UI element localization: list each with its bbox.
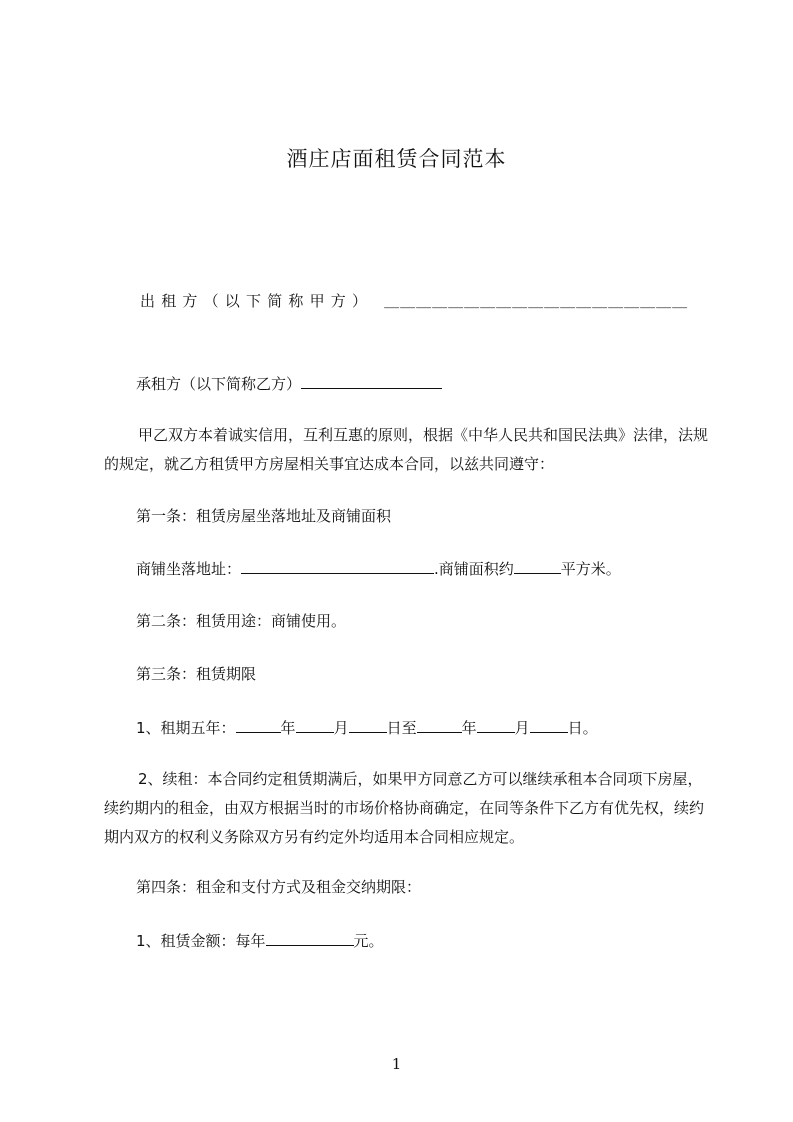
lessor-line — [140, 291, 688, 311]
area-label: .商铺面积约 — [434, 560, 514, 578]
start-month-blank — [296, 717, 334, 733]
area-blank — [514, 558, 561, 574]
article3-heading: 第三条：租赁期限 — [136, 665, 257, 683]
end-label: 日。 — [567, 719, 598, 737]
area-unit: 平方米。 — [560, 560, 621, 578]
end-year-blank — [417, 717, 462, 733]
address-line — [136, 558, 621, 579]
lessor-blank: ＿＿＿＿＿＿＿＿＿＿＿＿＿＿＿＿＿＿＿ — [384, 292, 689, 310]
end-day-blank — [530, 717, 568, 733]
lessor-label: 出租方（以下简称甲方） — [140, 292, 374, 310]
amount-prefix: 1、租赁金额：每年 — [136, 932, 266, 950]
lessee-blank — [301, 373, 442, 389]
article1-heading: 第一条：租赁房屋坐落地址及商铺面积 — [136, 507, 392, 525]
amount-blank — [266, 930, 354, 946]
address-label: 商铺坐落地址： — [136, 560, 242, 578]
intro-paragraph: 甲乙双方本着诚实信用，互利互惠的原则，根据《中华人民共和国民法典》法律，法规的规定，就乙方租赁甲方房屋相关事宜达成本合同，以兹共同遵守： — [104, 426, 709, 473]
term-prefix: 1、租期五年： — [136, 719, 236, 737]
amount-line — [136, 930, 384, 951]
amount-suffix: 元。 — [353, 932, 384, 950]
term-line — [136, 717, 598, 738]
document-title: 酒庄店面租赁合同范本 — [286, 147, 507, 171]
to-label: 日至 — [386, 719, 417, 737]
start-year-label: 年 — [280, 719, 296, 737]
article2-heading: 第二条：租赁用途：商铺使用。 — [136, 612, 347, 630]
start-day-blank — [349, 717, 387, 733]
lessee-label: 承租方（以下简称乙方） — [136, 375, 302, 393]
end-year-label: 年 — [461, 719, 477, 737]
lessee-line — [136, 373, 442, 394]
page-number: 1 — [391, 1055, 402, 1073]
renewal-paragraph: 2、续租：本合同约定租赁期满后，如果甲方同意乙方可以继续承租本合同项下房屋，续约期内的租金，由双方根据当时的市场价格协商确定，在同等条件下乙方有优先权，续约期内双方的权利义务除双方另有约定外均适用本合同相应规定。 — [104, 770, 705, 846]
address-blank — [241, 558, 434, 574]
end-month-label: 月 — [514, 719, 530, 737]
end-month-blank — [477, 717, 515, 733]
start-year-blank — [236, 717, 281, 733]
article4-heading: 第四条：租金和支付方式及租金交纳期限： — [136, 878, 422, 896]
start-month-label: 月 — [333, 719, 349, 737]
